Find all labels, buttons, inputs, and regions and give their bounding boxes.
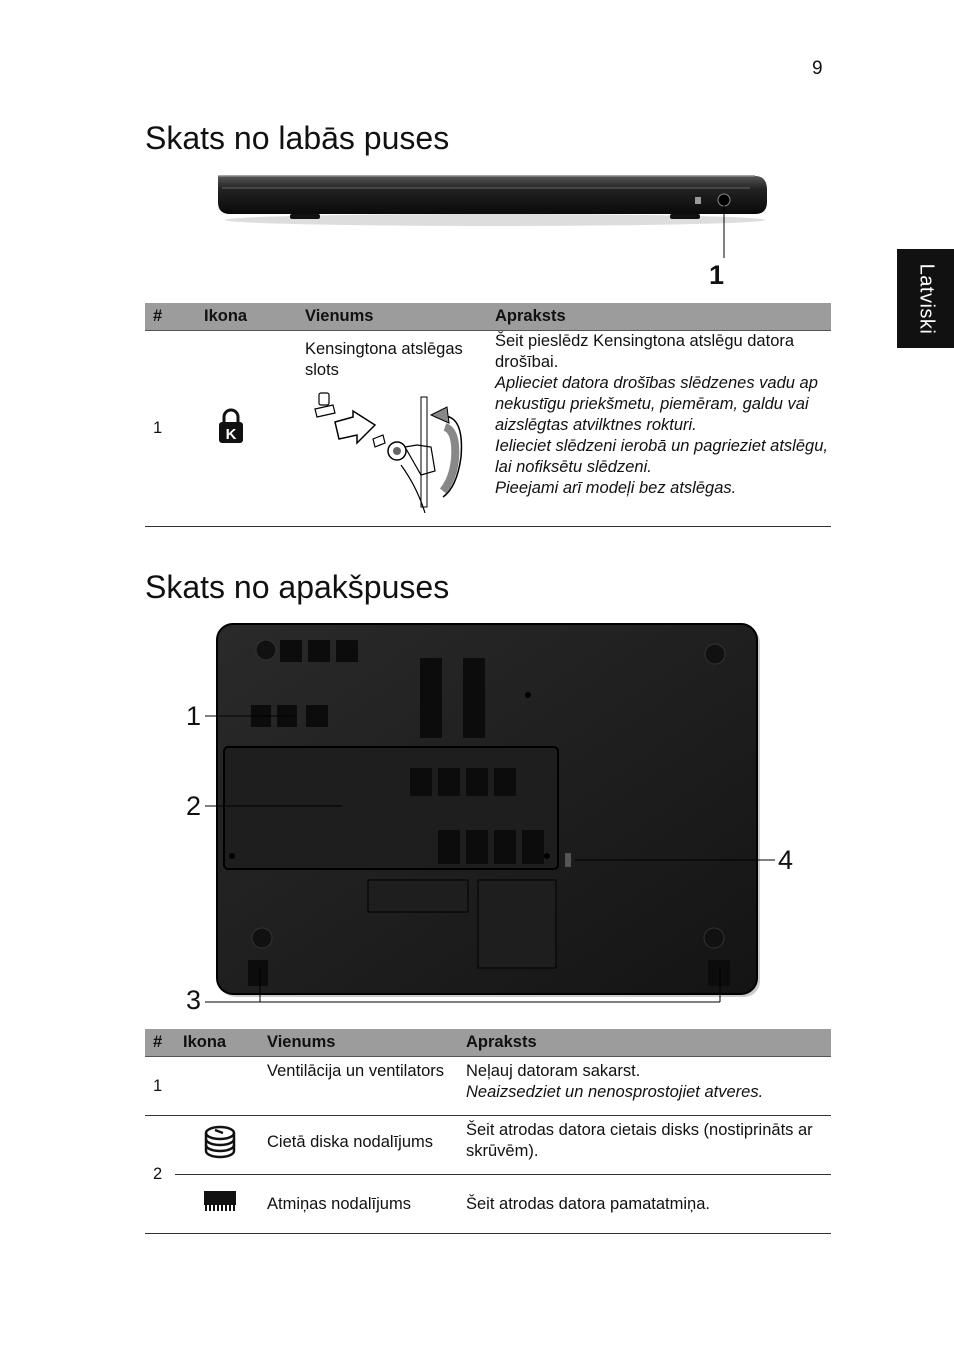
col-header-icon: Ikona [196, 303, 297, 331]
row-item: Atmiņas nodalījums [259, 1175, 458, 1234]
kensington-lock-icon [216, 408, 246, 444]
row-item: Kensingtona atslēgas slots [305, 340, 463, 379]
hard-disk-icon [203, 1124, 237, 1160]
col-header-num: # [145, 303, 196, 331]
row-num: 1 [145, 1057, 175, 1116]
col-header-icon: Ikona [175, 1029, 259, 1057]
row-description: Šeit pieslēdz Kensingtona atslēgu datora drošībai. [495, 332, 795, 371]
svg-text:K: K [225, 425, 237, 443]
row-description-note: Neaizsedziet un nenosprostojiet atveres. [466, 1083, 764, 1101]
table-row [145, 1116, 831, 1175]
bottom-view-table [145, 1029, 831, 1234]
col-header-item: Vienums [259, 1029, 458, 1057]
col-header-description: Apraksts [487, 303, 831, 331]
right-view-table [145, 303, 831, 527]
col-header-description: Apraksts [458, 1029, 831, 1057]
section-title-right-view: Skats no labās puses [145, 120, 450, 156]
callout-3-bottom: 3 [186, 985, 202, 1015]
callout-4-bottom: 4 [778, 845, 794, 875]
row-description: Šeit atrodas datora cietais disks (nostiprināts ar skrūvēm). [458, 1116, 831, 1175]
table-row [145, 331, 831, 527]
callout-2-bottom: 2 [186, 791, 202, 821]
laptop-right-side-image [210, 170, 780, 270]
table-row [145, 1175, 831, 1234]
row-item: Cietā diska nodalījums [259, 1116, 458, 1175]
language-tab [897, 249, 954, 348]
row-item: Ventilācija un ventilators [259, 1057, 458, 1116]
callout-1-right: 1 [709, 260, 725, 290]
laptop-bottom-image [180, 620, 800, 1010]
row-description: Neļauj datoram sakarst. [466, 1062, 641, 1080]
language-tab-label: Latviski [915, 263, 937, 334]
row-description-note: Aplieciet datora drošības slēdzenes vadu ap nekustīgu priekšmetu, piemēram, galdu vai aizslēgtas atvilktnes rokturi. Ielieciet slēdzeni ierobā un pagrieziet atslēgu, lai nofiksētu slēdzeni. Pieejami arī modeļi bez atslēgas. [495, 374, 828, 497]
row-num: 2 [145, 1116, 175, 1234]
row-num: 1 [145, 331, 196, 527]
page-number: 9 [812, 58, 823, 79]
row-description: Šeit atrodas datora pamatatmiņa. [458, 1175, 831, 1234]
section-title-bottom-view: Skats no apakšpuses [145, 569, 450, 605]
callout-1-bottom: 1 [186, 701, 202, 731]
table-row [145, 1057, 831, 1116]
col-header-item: Vienums [297, 303, 487, 331]
col-header-num: # [145, 1029, 175, 1057]
lock-illustration [305, 387, 485, 517]
memory-module-icon [203, 1189, 237, 1213]
